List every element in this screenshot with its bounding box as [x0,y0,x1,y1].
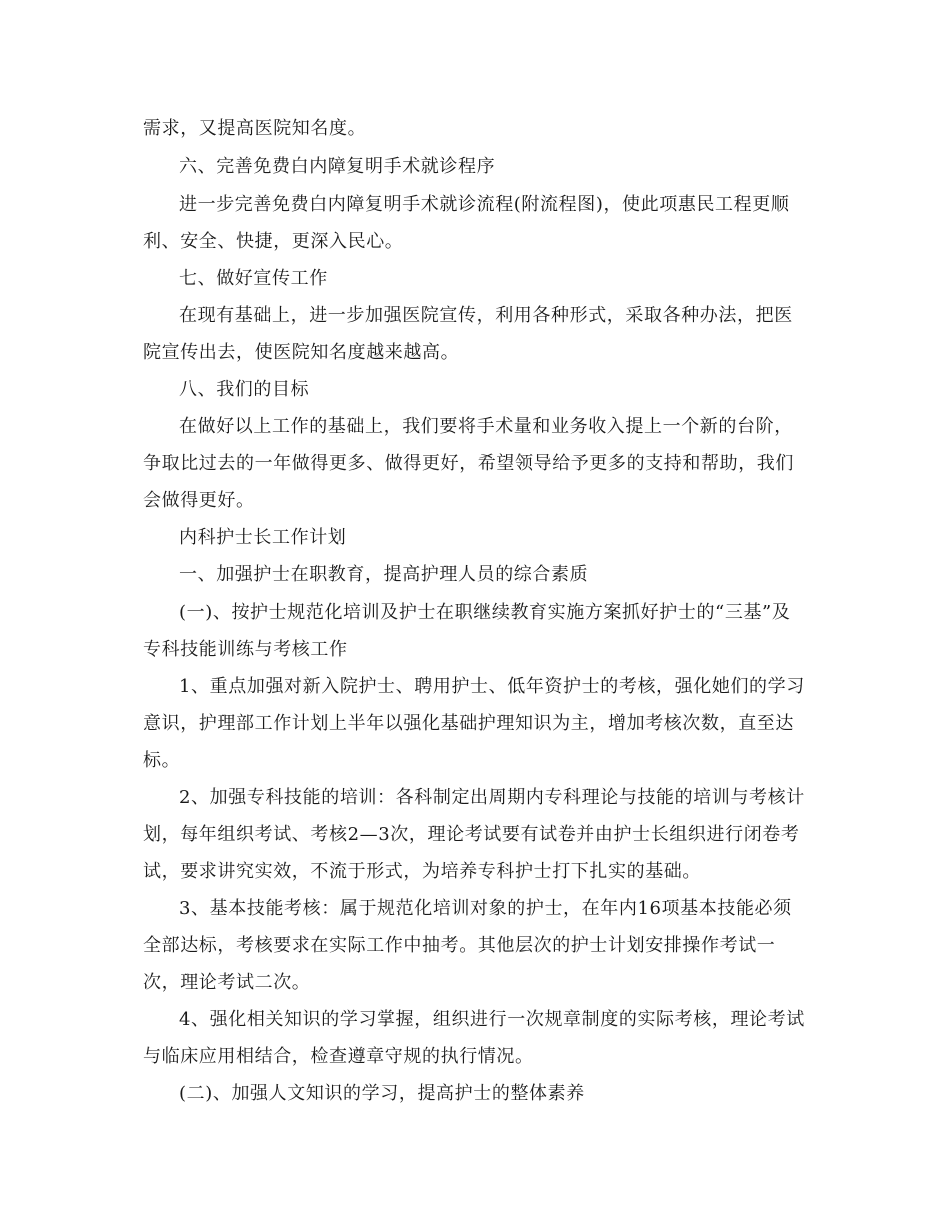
document-title: 内科护士长工作计划 [179,527,347,548]
text-line: 争取比过去的一年做得更多、做得更好，希望领导给予更多的支持和帮助，我们 [143,453,794,474]
text-line: 划，每年组织考试、考核2—3次，理论考试要有试卷并由护士长组织进行闭卷考 [143,824,800,845]
subsection-heading: (二)、加强人文知识的学习，提高护士的整体素养 [179,1083,585,1104]
text-line: 与临床应用相结合，检查遵章守规的执行情况。 [143,1046,534,1067]
list-item-1: 1、重点加强对新入院护士、聘用护士、低年资护士的考核，强化她们的学习 [179,676,805,697]
text-line: 利、安全、快捷，更深入民心。 [143,231,404,252]
text-line: 专科技能训练与考核工作 [143,639,348,660]
list-item-3: 3、基本技能考核：属于规范化培训对象的护士，在年内16项基本技能必须 [179,898,792,919]
text-line: 院宣传出去，使医院知名度越来越高。 [143,342,460,363]
text-line: 次，理论考试二次。 [143,972,311,993]
section-heading-six: 六、完善免费白内障复明手术就诊程序 [179,156,496,177]
list-item-2: 2、加强专科技能的培训：各科制定出周期内专科理论与技能的培训与考核计 [179,787,805,808]
text-line: 试，要求讲究实效，不流于形式，为培养专科护士打下扎实的基础。 [143,861,701,882]
section-heading-seven: 七、做好宣传工作 [179,268,328,289]
text-line: 会做得更好。 [143,490,255,511]
section-heading-one: 一、加强护士在职教育，提高护理人员的综合素质 [179,564,589,585]
subsection-heading: (一)、按护士规范化培训及护士在职继续教育实施方案抓好护士的“三基”及 [179,602,791,623]
text-line: 在做好以上工作的基础上，我们要将手术量和业务收入提上一个新的台阶， [179,416,793,437]
text-line: 需求，又提高医院知名度。 [143,118,367,139]
text-line: 全部达标，考核要求在实际工作中抽考。其他层次的护士计划安排操作考试一 [143,935,776,956]
section-heading-eight: 八、我们的目标 [179,379,310,400]
list-item-4: 4、强化相关知识的学习掌握，组织进行一次规章制度的实际考核，理论考试 [179,1009,805,1030]
text-line: 标。 [143,750,181,771]
text-line: 进一步完善免费白内障复明手术就诊流程(附流程图)，使此项惠民工程更顺 [179,194,790,215]
text-line: 在现有基础上，进一步加强医院宣传，利用各种形式，采取各种办法，把医 [179,305,793,326]
text-line: 意识，护理部工作计划上半年以强化基础护理知识为主，增加考核次数，直至达 [143,713,794,734]
